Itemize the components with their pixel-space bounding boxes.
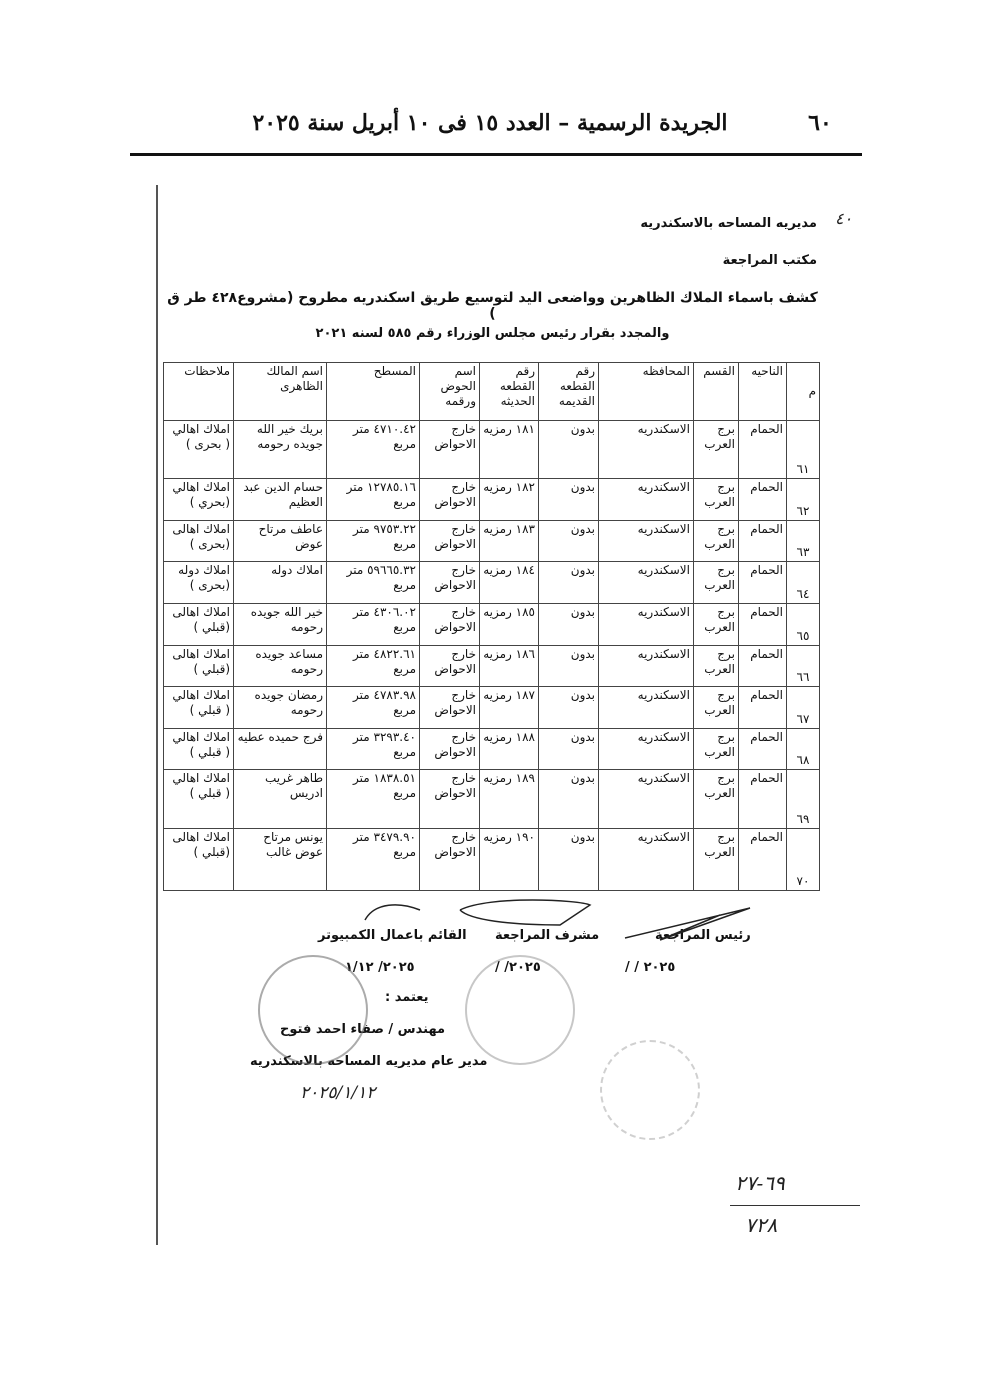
- table-cell: املاك دوله: [234, 562, 327, 604]
- table-row: [164, 687, 820, 729]
- table-cell: ٤٧١٠.٤٢ متر مربع: [327, 421, 420, 479]
- table-cell: ١٩٠ رمزيه: [480, 829, 539, 891]
- table-row: [164, 479, 820, 521]
- table-cell: الاسكندريه: [599, 479, 694, 521]
- table-cell: خارج الاحواض: [420, 604, 480, 646]
- signature-supervisor: [450, 895, 600, 935]
- table-cell: ١٨٢ رمزيه: [480, 479, 539, 521]
- table-cell: ١٨٦ رمزيه: [480, 646, 539, 687]
- table-cell: الاسكندريه: [599, 562, 694, 604]
- table-row: [164, 770, 820, 829]
- table-cell: املاك اهالي ( قبلي ): [164, 770, 234, 829]
- table-cell: فرج حميده عطيه: [234, 729, 327, 770]
- table-cell: برج العرب: [694, 646, 739, 687]
- table-cell: بدون: [539, 479, 599, 521]
- table-cell: يونس مرتاح عوض غالب: [234, 829, 327, 891]
- table-cell: عاطف مرتاح عوض: [234, 521, 327, 562]
- table-cell: بدون: [539, 829, 599, 891]
- table-cell: طاهر غريب ادريس: [234, 770, 327, 829]
- table-cell: برج العرب: [694, 479, 739, 521]
- computer-operator-label: القائم باعمال الكمبيوتر: [318, 928, 467, 943]
- signature-operator: [360, 900, 430, 925]
- table-cell: برج العرب: [694, 729, 739, 770]
- table-cell: خارج الاحواض: [420, 729, 480, 770]
- table-cell: الاسكندريه: [599, 729, 694, 770]
- table-cell: املاك اهالى (بحرى ): [164, 521, 234, 562]
- table-cell: ٦١: [787, 421, 820, 479]
- table-row: [164, 421, 820, 479]
- table-cell: الحمام: [739, 770, 787, 829]
- document-title: كشف باسماء الملاك الظاهرين وواضعى اليد لتوسيع طريق اسكندريه مطروح (مشروع٤٢٨ طر ق ): [167, 290, 818, 322]
- table-cell: ٥٩٦٦٥.٣٢ متر مربع: [327, 562, 420, 604]
- signature-head: [620, 900, 760, 950]
- table-cell: الاسكندريه: [599, 829, 694, 891]
- table-cell: برج العرب: [694, 521, 739, 562]
- column-header: المحافظه: [599, 363, 694, 421]
- table-cell: برج العرب: [694, 829, 739, 891]
- table-cell: ٦٣: [787, 521, 820, 562]
- table-cell: بدون: [539, 521, 599, 562]
- table-row: [164, 562, 820, 604]
- margin-note: ٤٠: [835, 209, 853, 228]
- table-cell: بريك خير الله جويده رحومه: [234, 421, 327, 479]
- table-cell: الاسكندريه: [599, 687, 694, 729]
- table-cell: ١٨١ رمزيه: [480, 421, 539, 479]
- column-header: ملاحظات: [164, 363, 234, 421]
- column-header: م: [787, 363, 820, 421]
- table-cell: خارج الاحواض: [420, 521, 480, 562]
- page-number: ٦٠: [808, 110, 832, 136]
- table-cell: الحمام: [739, 829, 787, 891]
- table-cell: ٧٠: [787, 829, 820, 891]
- table-cell: ١٨٣٨.٥١ متر مربع: [327, 770, 420, 829]
- table-cell: ٦٧: [787, 687, 820, 729]
- table-cell: بدون: [539, 604, 599, 646]
- table-cell: الاسكندريه: [599, 770, 694, 829]
- table-cell: ١٨٧ رمزيه: [480, 687, 539, 729]
- table-cell: ١٢٧٨٥.١٦ متر مربع: [327, 479, 420, 521]
- table-cell: بدون: [539, 562, 599, 604]
- owners-table: [163, 362, 820, 891]
- table-cell: املاك دوله (بحرى ): [164, 562, 234, 604]
- head-of-review-date: ٢٠٢٥ / /: [625, 960, 676, 975]
- table-cell: بدون: [539, 646, 599, 687]
- table-cell: ٦٦: [787, 646, 820, 687]
- column-header: الناحيه: [739, 363, 787, 421]
- eagle-seal-stamp: [465, 955, 575, 1065]
- handwritten-note-2: ٧٢٨: [745, 1213, 778, 1237]
- table-cell: برج العرب: [694, 421, 739, 479]
- table-cell: املاك اهالى (قبلي ): [164, 646, 234, 687]
- column-header: المسطح: [327, 363, 420, 421]
- table-cell: بدون: [539, 687, 599, 729]
- review-supervisor-label: مشرف المراجعة: [495, 928, 600, 943]
- table-cell: ٤٣٠٦.٠٢ متر مربع: [327, 604, 420, 646]
- table-cell: الحمام: [739, 562, 787, 604]
- director-title: مدير عام مديريه المساحه بالاسكندريه: [250, 1054, 488, 1069]
- table-cell: رمضان جويده رحومه: [234, 687, 327, 729]
- table-cell: الحمام: [739, 421, 787, 479]
- table-cell: برج العرب: [694, 562, 739, 604]
- table-cell: خارج الاحواض: [420, 562, 480, 604]
- handwritten-underline: [730, 1205, 860, 1206]
- table-cell: ٦٥: [787, 604, 820, 646]
- table-cell: املاك اهالي ( قبلي ): [164, 729, 234, 770]
- table-cell: خارج الاحواض: [420, 770, 480, 829]
- table-cell: خارج الاحواض: [420, 479, 480, 521]
- column-header: القسم: [694, 363, 739, 421]
- official-stamp: [258, 955, 368, 1065]
- column-header: رقم القطعه القديمه: [539, 363, 599, 421]
- head-of-review-label: رئيس المراجعة: [655, 928, 751, 943]
- engineer-name: مهندس / صفاء احمد فتوح: [280, 1022, 446, 1037]
- review-supervisor-date: ٢٠٢٥/ /: [495, 960, 541, 975]
- table-cell: الحمام: [739, 479, 787, 521]
- table-row: [164, 521, 820, 562]
- approval-label: يعتمد :: [385, 990, 429, 1005]
- column-header: رقم القطعه الحديثه: [480, 363, 539, 421]
- table-row: [164, 729, 820, 770]
- table-cell: برج العرب: [694, 687, 739, 729]
- table-cell: الحمام: [739, 604, 787, 646]
- table-cell: بدون: [539, 770, 599, 829]
- table-cell: بدون: [539, 421, 599, 479]
- table-cell: خارج الاحواض: [420, 646, 480, 687]
- computer-operator-date: ٢٠٢٥/ ١/١٢: [345, 960, 415, 975]
- table-row: [164, 604, 820, 646]
- table-cell: الحمام: [739, 729, 787, 770]
- table-cell: املاك اهالي (بحري ): [164, 479, 234, 521]
- table-header-row: [164, 363, 820, 421]
- table-cell: الاسكندريه: [599, 604, 694, 646]
- table-cell: خارج الاحواض: [420, 421, 480, 479]
- table-cell: حسام الدين عبد العظيم: [234, 479, 327, 521]
- organization-name: مديريه المساحه بالاسكندريه: [640, 216, 817, 231]
- table-cell: ٩٧٥٣.٢٢ متر مربع: [327, 521, 420, 562]
- column-header: اسم الحوض ورقمه: [420, 363, 480, 421]
- table-cell: ٤٧٨٣.٩٨ متر مربع: [327, 687, 420, 729]
- table-cell: ٦٢: [787, 479, 820, 521]
- table-cell: ١٨٩ رمزيه: [480, 770, 539, 829]
- table-row: [164, 829, 820, 891]
- table-cell: املاك اهالى (قبلي ): [164, 829, 234, 891]
- handwritten-note-1: ٦٩-٢٧: [735, 1171, 785, 1195]
- faded-stamp: [600, 1040, 700, 1140]
- table-cell: الحمام: [739, 687, 787, 729]
- office-name: مكتب المراجعة: [722, 253, 817, 268]
- table-cell: الاسكندريه: [599, 421, 694, 479]
- table-cell: املاك اهالي ( بحرى ): [164, 421, 234, 479]
- table-cell: ١٨٥ رمزيه: [480, 604, 539, 646]
- table-cell: الاسكندريه: [599, 646, 694, 687]
- table-cell: ٦٤: [787, 562, 820, 604]
- table-cell: الاسكندريه: [599, 521, 694, 562]
- table-cell: برج العرب: [694, 604, 739, 646]
- handwritten-date: ٢٠٢٥/١/١٢: [300, 1083, 376, 1103]
- scan-border: [156, 185, 158, 1245]
- table-cell: ١٨٣ رمزيه: [480, 521, 539, 562]
- table-cell: ٤٨٢٢.٦١ متر مربع: [327, 646, 420, 687]
- table-cell: ١٨٨ رمزيه: [480, 729, 539, 770]
- table-cell: بدون: [539, 729, 599, 770]
- table-cell: ١٨٤ رمزيه: [480, 562, 539, 604]
- table-cell: خارج الاحواض: [420, 687, 480, 729]
- table-cell: ٣٢٩٣.٤٠ متر مربع: [327, 729, 420, 770]
- table-cell: برج العرب: [694, 770, 739, 829]
- table-cell: ٣٤٧٩.٩٠ متر مربع: [327, 829, 420, 891]
- table-cell: الحمام: [739, 646, 787, 687]
- table-cell: ٦٨: [787, 729, 820, 770]
- table-row: [164, 646, 820, 687]
- table-cell: ٦٩: [787, 770, 820, 829]
- column-header: اسم المالك الظاهرى: [234, 363, 327, 421]
- table-cell: مساعد جويده رحومه: [234, 646, 327, 687]
- table-cell: خير الله جويده رحومه: [234, 604, 327, 646]
- table-cell: املاك اهالي ( قبلي ): [164, 687, 234, 729]
- table-cell: خارج الاحواض: [420, 829, 480, 891]
- gazette-title: الجريدة الرسمية – العدد ١٥ فى ١٠ أبريل سنة ٢٠٢٥: [252, 110, 728, 136]
- header-divider: [130, 153, 862, 156]
- table-cell: الحمام: [739, 521, 787, 562]
- table-cell: املاك اهالى (قبلي ): [164, 604, 234, 646]
- document-subtitle: والمجدد بقرار رئيس مجلس الوزراء رقم ٥٨٥ لسنه ٢٠٢١: [315, 326, 670, 341]
